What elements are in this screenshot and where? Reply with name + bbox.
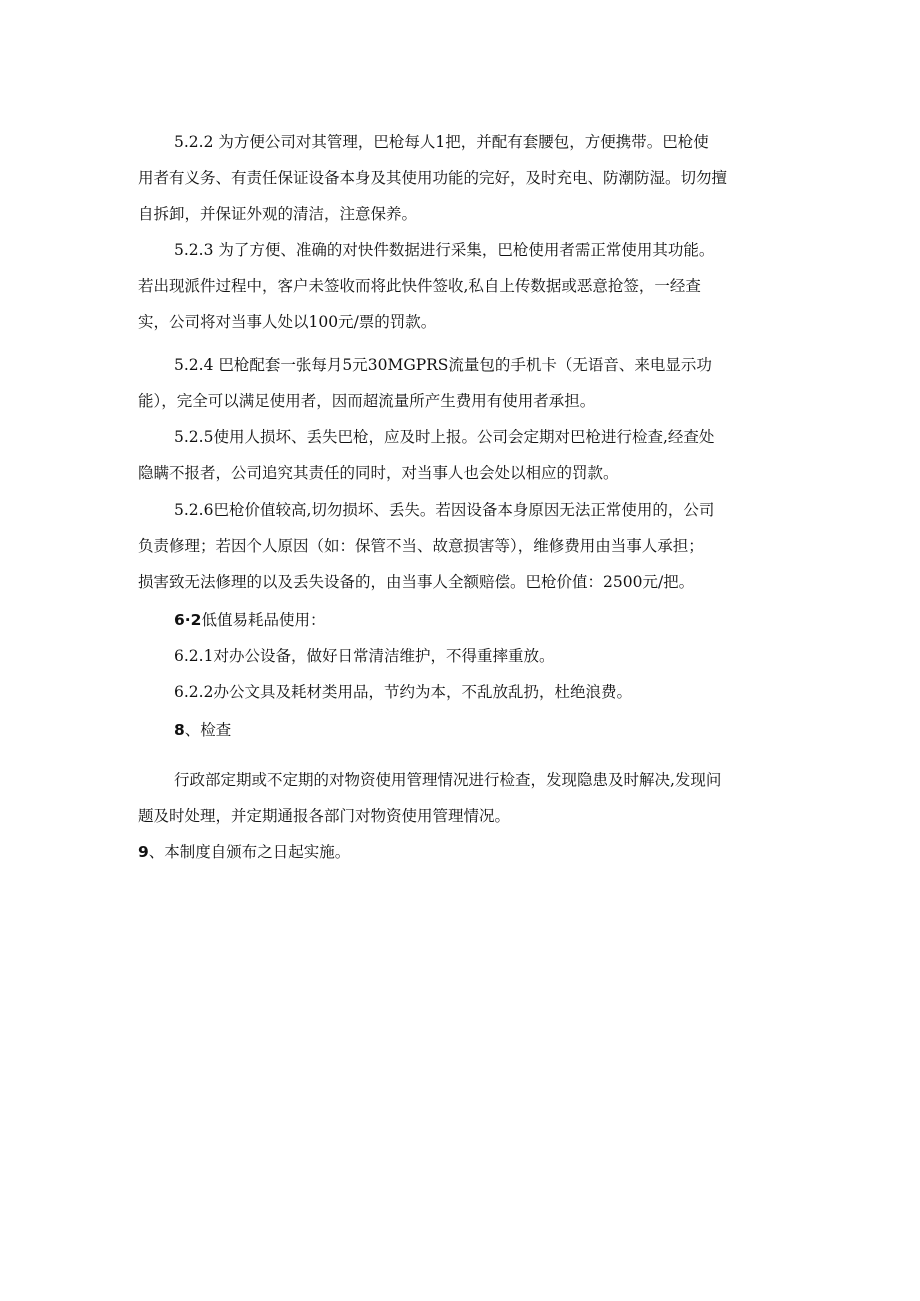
- paragraph-line: 若出现派件过程中，客户未签收而将此快件签收,私自上传数据或恶意抢签，一经查: [138, 277, 701, 295]
- paragraph-line: 5.2.3 为了方便、准确的对快件数据进行采集，巴枪使用者需正常使用其功能。: [174, 241, 715, 259]
- section-title: 、本制度自颁布之日起实施。: [148, 843, 351, 861]
- section-number: 8: [174, 721, 185, 739]
- paragraph-line: 5.2.5使用人损坏、丢失巴枪，应及时上报。公司会定期对巴枪进行检查,经查处: [174, 428, 715, 446]
- paragraph-5-2-3: [138, 232, 780, 340]
- paragraph-line: 6.2.1对办公设备，做好日常清洁维护，不得重摔重放。: [174, 647, 555, 665]
- paragraph-line: 实，公司将对当事人处以100元/票的罚款。: [138, 313, 437, 331]
- paragraph-6-2-1: [138, 638, 780, 674]
- paragraph-5-2-4: [138, 347, 780, 419]
- paragraph-line: 隐瞒不报者，公司追究其责任的同时，对当事人也会处以相应的罚款。: [138, 464, 619, 482]
- section-heading-9: [138, 834, 350, 870]
- section-heading-8: [174, 712, 231, 748]
- paragraph-line: 行政部定期或不定期的对物资使用管理情况进行检查，发现隐患及时解决,发现问: [174, 771, 722, 789]
- paragraph-inspection: [138, 762, 780, 834]
- section-heading-6-2: [174, 602, 325, 638]
- paragraph-5-2-2: [138, 124, 780, 232]
- paragraph-line: 自拆卸，并保证外观的清洁，注意保养。: [138, 205, 418, 223]
- paragraph-line: 5.2.4 巴枪配套一张每月5元30MGPRS流量包的手机卡（无语音、来电显示功: [174, 356, 712, 374]
- section-number: 6·2: [174, 611, 202, 629]
- section-title: 、检查: [184, 721, 232, 739]
- paragraph-5-2-5: [138, 419, 780, 491]
- paragraph-line: 能），完全可以满足使用者，因而超流量所产生费用有使用者承担。: [138, 392, 596, 410]
- paragraph-line: 5.2.2 为方便公司对其管理，巴枪每人1把，并配有套腰包，方便携带。巴枪使: [174, 133, 709, 151]
- section-title: 低值易耗品使用：: [201, 611, 326, 629]
- paragraph-6-2-2: [138, 674, 780, 710]
- paragraph-line: 用者有义务、有责任保证设备本身及其使用功能的完好，及时充电、防潮防湿。切勿擅: [138, 169, 728, 187]
- paragraph-line: 6.2.2办公文具及耗材类用品，节约为本，不乱放乱扔，杜绝浪费。: [174, 683, 632, 701]
- paragraph-5-2-6: [138, 492, 780, 600]
- paragraph-line: 题及时处理，并定期通报各部门对物资使用管理情况。: [138, 807, 511, 825]
- paragraph-line: 5.2.6巴枪价值较高,切勿损坏、丢失。若因设备本身原因无法正常使用的，公司: [174, 501, 715, 519]
- paragraph-line: 负责修理；若因个人原因（如：保管不当、故意损害等），维修费用由当事人承担；: [138, 537, 704, 555]
- paragraph-line: 损害致无法修理的以及丢失设备的，由当事人全额赔偿。巴枪价值：2500元/把。: [138, 573, 695, 591]
- section-number: 9: [138, 843, 149, 861]
